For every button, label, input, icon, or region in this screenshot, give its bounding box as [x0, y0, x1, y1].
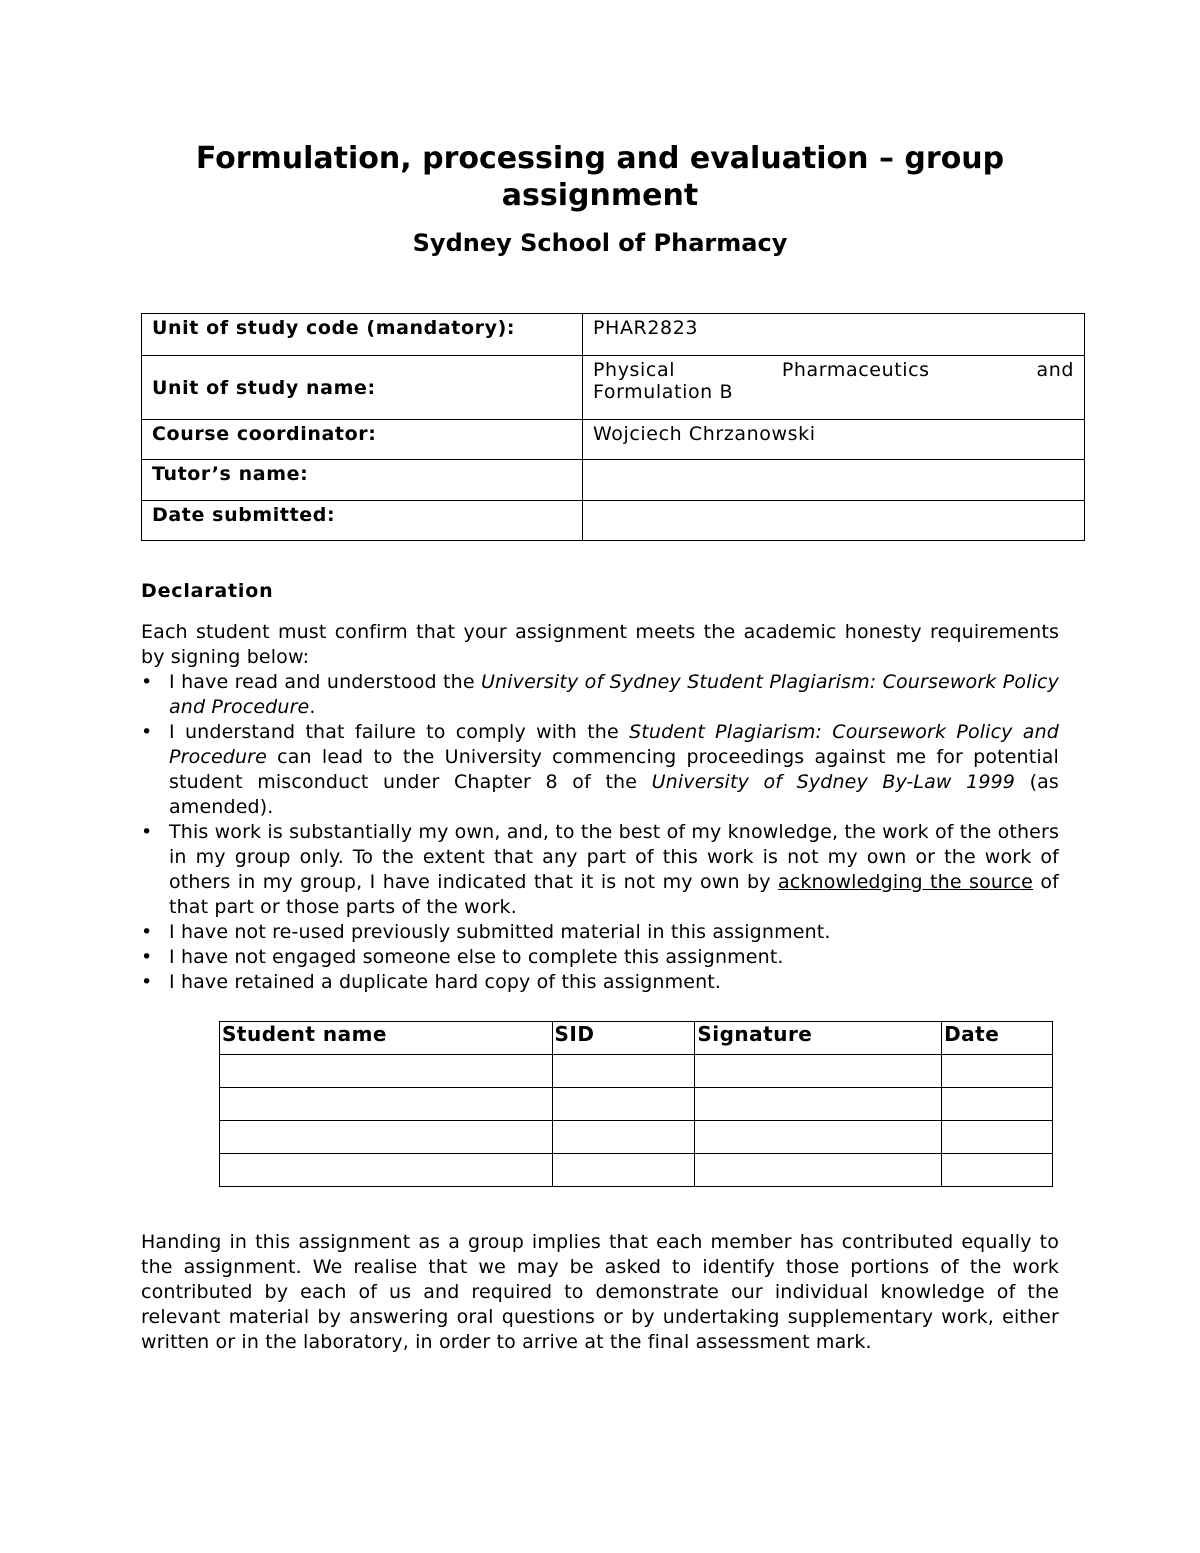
list-item	[141, 820, 1059, 920]
bullet-icon: •	[141, 821, 153, 843]
sid-cell[interactable]	[552, 1154, 695, 1187]
table-row	[220, 1121, 1053, 1154]
list-item	[141, 970, 1059, 995]
sid-cell[interactable]	[552, 1088, 695, 1121]
item-text: I have read and understood the	[169, 671, 481, 693]
bullet-icon: •	[141, 946, 153, 968]
signature-header: Signature	[695, 1022, 942, 1055]
date-submitted-label: Date submitted:	[142, 501, 583, 541]
signature-cell[interactable]	[695, 1154, 942, 1187]
bullet-icon: •	[141, 971, 153, 993]
unit-code-label: Unit of study code (mandatory):	[142, 314, 583, 356]
student-name-header: Student name	[220, 1022, 553, 1055]
unit-name-word: Physical	[593, 359, 676, 381]
sid-header: SID	[552, 1022, 695, 1055]
coordinator-value: Wojciech Chrzanowski	[583, 420, 1085, 460]
table-row	[142, 501, 1085, 541]
student-signature-table	[219, 1021, 1053, 1187]
unit-name-value	[583, 356, 1085, 420]
sid-cell[interactable]	[552, 1121, 695, 1154]
tutor-name-field[interactable]	[583, 460, 1085, 501]
tutor-name-label: Tutor’s name:	[142, 460, 583, 501]
policy-title: University of Sydney Student Plagiarism: Coursework Policy and Procedure	[169, 671, 1059, 718]
sid-cell[interactable]	[552, 1055, 695, 1088]
acknowledging-source-text: acknowledging the source	[777, 871, 1034, 893]
table-row	[142, 356, 1085, 420]
bullet-icon: •	[141, 671, 153, 693]
unit-name-label: Unit of study name:	[142, 356, 583, 420]
item-text: I have not engaged someone else to complete this assignment.	[169, 946, 784, 968]
signature-cell[interactable]	[695, 1088, 942, 1121]
declaration-intro: Each student must confirm that your assignment meets the academic honesty requirements by signing below:	[141, 621, 1059, 668]
bullet-icon: •	[141, 721, 153, 743]
list-item	[141, 945, 1059, 970]
item-text: of that part or those parts of the work.	[169, 871, 1059, 918]
unit-info-table	[141, 313, 1085, 541]
student-name-cell[interactable]	[220, 1154, 553, 1187]
student-name-cell[interactable]	[220, 1088, 553, 1121]
item-text: (as amended).	[169, 771, 1059, 818]
item-text: can lead to the University commencing proceedings against me for potential student misconduct under Chapter 8 of the	[169, 746, 1059, 793]
bullet-icon: •	[141, 921, 153, 943]
table-row	[220, 1088, 1053, 1121]
unit-name-line-1	[593, 359, 1074, 381]
bylaw-title: University of Sydney By-Law 1999	[651, 771, 1016, 793]
coordinator-label: Course coordinator:	[142, 420, 583, 460]
table-row	[142, 460, 1085, 501]
student-name-cell[interactable]	[220, 1121, 553, 1154]
item-text: I have retained a duplicate hard copy of this assignment.	[169, 971, 722, 993]
date-cell[interactable]	[942, 1088, 1053, 1121]
date-header: Date	[942, 1022, 1053, 1055]
group-contribution-statement: Handing in this assignment as a group implies that each member has contributed equally to the assignment. We realise that we may be asked to identify those portions of the work contributed by each of us and required to demonstrate our individual knowledge of the relevant material by answering oral questions or by undertaking supplementary work, either written or in the laboratory, in order to arrive at the final assessment mark.	[141, 1231, 1059, 1353]
list-item	[141, 720, 1059, 820]
school-name: Sydney School of Pharmacy	[412, 229, 788, 257]
date-submitted-field[interactable]	[583, 501, 1085, 541]
table-row	[220, 1154, 1053, 1187]
student-name-cell[interactable]	[220, 1055, 553, 1088]
signature-cell[interactable]	[695, 1121, 942, 1154]
date-cell[interactable]	[942, 1055, 1053, 1088]
item-text: This work is substantially my own, and, to the best of my knowledge, the work of the others in my group only. To the extent that any part of this work is not my own or the work of others in my group, I have indicated that it is not my own by	[169, 821, 1059, 893]
table-header-row	[220, 1022, 1053, 1055]
unit-code-value: PHAR2823	[583, 314, 1085, 356]
item-text: I have not re-used previously submitted material in this assignment.	[169, 921, 831, 943]
item-text: I understand that failure to comply with the	[169, 721, 630, 743]
policy-title: Student Plagiarism: Coursework Policy and Procedure	[169, 721, 1059, 768]
table-row	[142, 420, 1085, 460]
declaration-list	[141, 670, 1059, 995]
table-row	[142, 314, 1085, 356]
document-title: Formulation, processing and evaluation – group assignment	[195, 141, 1005, 213]
date-cell[interactable]	[942, 1154, 1053, 1187]
signature-cell[interactable]	[695, 1055, 942, 1088]
list-item	[141, 920, 1059, 945]
unit-name-line-2: Formulation B	[593, 381, 734, 403]
item-text: .	[309, 696, 316, 718]
declaration-heading: Declaration	[141, 580, 274, 602]
unit-name-word: and	[1036, 359, 1074, 381]
date-cell[interactable]	[942, 1121, 1053, 1154]
list-item	[141, 670, 1059, 720]
unit-name-word: Pharmaceutics	[781, 359, 930, 381]
table-row	[220, 1055, 1053, 1088]
